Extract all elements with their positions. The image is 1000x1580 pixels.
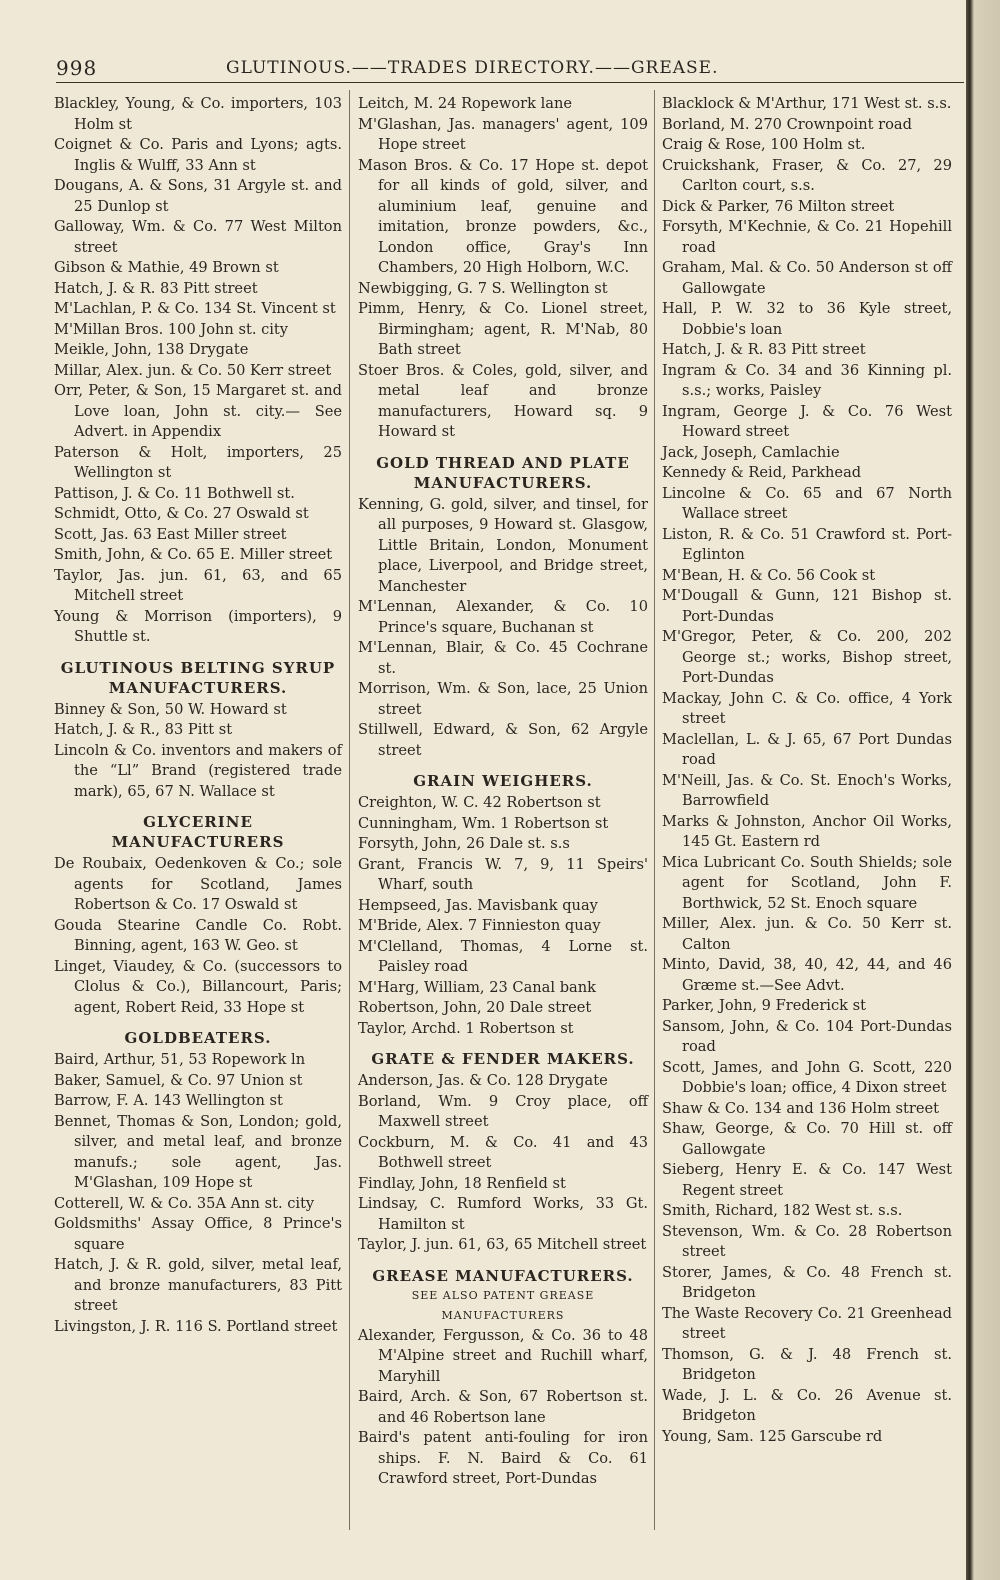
directory-entry: M'Bride, Alex. 7 Finnieston quay <box>358 917 601 934</box>
directory-entry: Parker, John, 9 Frederick st <box>662 997 866 1014</box>
directory-entry: Alexander, Fergusson, & Co. 36 to 48 M'Alpine street and Ruchill wharf, Maryhill <box>358 1326 648 1385</box>
directory-entry: Hatch, J. & R. gold, silver, metal leaf, and bronze manufacturers, 83 Pitt street <box>54 1256 342 1314</box>
directory-entry: Barrow, F. A. 143 Wellington st <box>54 1092 283 1109</box>
directory-entry: Kennedy & Reid, Parkhead <box>662 464 862 481</box>
directory-entry: Shaw & Co. 134 and 136 Holm street <box>662 1099 940 1117</box>
directory-entry: Goldsmiths' Assay Office, 8 Prince's square <box>54 1215 342 1253</box>
directory-entry: Livingston, J. R. 116 S. Portland street <box>54 1317 338 1335</box>
directory-entry: Stevenson, Wm. & Co. 28 Robertson street <box>662 1222 952 1260</box>
directory-entry: M'Glashan, Jas. managers' agent, 109 Hope street <box>358 115 648 153</box>
entry-list <box>54 854 342 1018</box>
directory-entry: Young & Morrison (importers), 9 Shuttle st. <box>54 607 342 645</box>
page-header <box>56 56 956 82</box>
directory-entry: Orr, Peter, & Son, 15 Margaret st. and Love loan, John st. city.— See Advert. in Appendix <box>54 382 342 440</box>
directory-entry: M'Dougall & Gunn, 121 Bishop st. Port-Dundas <box>662 587 952 625</box>
directory-entry: Robertson, John, 20 Dale street <box>358 999 592 1016</box>
directory-entry: Cotterell, W. & Co. 35A Ann st. city <box>54 1194 315 1212</box>
directory-entry: Stillwell, Edward, & Son, 62 Argyle street <box>358 721 648 759</box>
directory-entry: Jack, Joseph, Camlachie <box>662 443 840 461</box>
section-subheading: SEE ALSO PATENT GREASE MANUFACTURERS <box>411 1288 595 1322</box>
directory-entry: Gouda Stearine Candle Co. Robt. Binning, agent, 163 W. Geo. st <box>54 916 342 954</box>
directory-entry: Creighton, W. C. 42 Robertson st <box>358 794 601 811</box>
directory-entry: Baker, Samuel, & Co. 97 Union st <box>54 1071 303 1089</box>
directory-entry: Mason Bros. & Co. 17 Hope st. depot for all kinds of gold, silver, and aluminium leaf, genuine and imitation, bronze powders, &c., London office, Gray's Inn Chambers, 20 High Holborn, W.C. <box>358 156 648 276</box>
directory-entry: Meikle, John, 138 Drygate <box>54 341 249 358</box>
directory-entry: Baird, Arch. & Son, 67 Robertson st. and 46 Robertson lane <box>358 1388 648 1426</box>
directory-entry: Lindsay, C. Rumford Works, 33 Gt. Hamilton st <box>358 1195 648 1233</box>
directory-entry: Pimm, Henry, & Co. Lionel street, Birmingham; agent, R. M'Nab, 80 Bath street <box>358 300 648 358</box>
directory-entry: Blackley, Young, & Co. importers, 103 Holm st <box>54 95 342 133</box>
directory-entry: Cockburn, M. & Co. 41 and 43 Bothwell street <box>358 1133 648 1171</box>
directory-entry: M'Harg, William, 23 Canal bank <box>358 978 596 996</box>
directory-entry: Graham, Mal. & Co. 50 Anderson st off Gallowgate <box>662 259 952 297</box>
directory-entry: Lincoln & Co. inventors and makers of the “Ll” Brand (registered trade mark), 65, 67 N. Wallace st <box>54 741 342 800</box>
directory-entry: Pattison, J. & Co. 11 Bothwell st. <box>54 484 295 502</box>
directory-entry: Baird, Arthur, 51, 53 Ropework ln <box>54 1051 306 1068</box>
directory-entry: Liston, R. & Co. 51 Crawford st. Port-Eglinton <box>662 525 952 563</box>
directory-entry: M'Millan Bros. 100 John st. city <box>54 320 289 338</box>
entry-list <box>358 1071 648 1256</box>
directory-entry: Anderson, Jas. & Co. 128 Drygate <box>358 1072 608 1089</box>
entry-list <box>54 1050 342 1337</box>
directory-entry: Bennet, Thomas & Son, London; gold, silver, and metal leaf, and bronze manufs.; sole agent, Jas. M'Glashan, 109 Hope st <box>54 1112 342 1191</box>
column-divider <box>654 90 655 1530</box>
section-heading: GOLDBEATERS. <box>124 1029 272 1047</box>
directory-entry: Marks & Johnston, Anchor Oil Works, 145 Gt. Eastern rd <box>662 812 952 850</box>
directory-entry: Binney & Son, 50 W. Howard st <box>54 700 287 718</box>
directory-entry: Forsyth, John, 26 Dale st. s.s <box>358 835 570 852</box>
entry-list <box>358 495 648 762</box>
directory-entry: Dick & Parker, 76 Milton street <box>662 197 895 215</box>
directory-entry: Smith, Richard, 182 West st. s.s. <box>662 1202 903 1219</box>
directory-entry: Hatch, J. & R. 83 Pitt street <box>662 341 866 358</box>
directory-entry: Mica Lubricant Co. South Shields; sole agent for Scotland, John F. Borthwick, 52 St. Enoch square <box>662 853 952 912</box>
entry-list <box>358 1326 648 1490</box>
directory-entry: Mackay, John C. & Co. office, 4 York street <box>662 689 952 727</box>
directory-entry: Gibson & Mathie, 49 Brown st <box>54 259 279 276</box>
directory-entry: M'Clelland, Thomas, 4 Lorne st. Paisley road <box>358 937 648 975</box>
directory-entry: Cruickshank, Fraser, & Co. 27, 29 Carlton court, s.s. <box>662 156 952 194</box>
directory-entry: Linget, Viaudey, & Co. (successors to Clolus & Co.), Billancourt, Paris; agent, Robert Reid, 33 Hope st <box>54 957 342 1016</box>
directory-entry: Craig & Rose, 100 Holm st. <box>662 136 866 153</box>
entry-list <box>358 793 648 1039</box>
directory-entry: Shaw, George, & Co. 70 Hill st. off Gallowgate <box>662 1120 952 1158</box>
directory-entry: Cunningham, Wm. 1 Robertson st <box>358 814 609 832</box>
directory-entry: Leitch, M. 24 Ropework lane <box>358 95 573 112</box>
directory-entry: Hall, P. W. 32 to 36 Kyle street, Dobbie's loan <box>662 300 952 338</box>
directory-entry: Millar, Alex. jun. & Co. 50 Kerr street <box>54 361 332 379</box>
directory-entry: M'Lennan, Alexander, & Co. 10 Prince's square, Buchanan st <box>358 598 648 636</box>
entry-list <box>54 700 342 803</box>
directory-entry: M'Lachlan, P. & Co. 134 St. Vincent st <box>54 300 336 317</box>
directory-entry: Dougans, A. & Sons, 31 Argyle st. and 25 Dunlop st <box>54 177 342 215</box>
directory-entry: Hempseed, Jas. Mavisbank quay <box>358 896 598 914</box>
section-heading: GRAIN WEIGHERS. <box>413 772 593 790</box>
directory-entry: Hatch, J. & R. 83 Pitt street <box>54 279 258 297</box>
directory-entry: Baird's patent anti-fouling for iron ships. F. N. Baird & Co. 61 Crawford street, Port-Dundas <box>358 1429 648 1487</box>
entry-list <box>358 94 648 443</box>
header-rule <box>56 82 964 83</box>
directory-entry: Hatch, J. & R., 83 Pitt st <box>54 721 233 738</box>
directory-entry: Taylor, Archd. 1 Robertson st <box>358 1019 574 1037</box>
directory-entry: Thomson, G. & J. 48 French st. Bridgeton <box>662 1345 952 1383</box>
section-heading: GREASE MANUFACTURERS. <box>372 1266 634 1285</box>
directory-entry: The Waste Recovery Co. 21 Greenhead street <box>662 1304 952 1342</box>
directory-entry: Coignet & Co. Paris and Lyons; agts. Inglis & Wulff, 33 Ann st <box>54 136 342 174</box>
directory-entry: Forsyth, M'Kechnie, & Co. 21 Hopehill road <box>662 218 952 256</box>
directory-entry: Grant, Francis W. 7, 9, 11 Speirs' Wharf, south <box>358 855 648 893</box>
directory-entry: Taylor, J. jun. 61, 63, 65 Mitchell street <box>358 1236 647 1253</box>
directory-entry: M'Gregor, Peter, & Co. 200, 202 George st.; works, Bishop street, Port-Dundas <box>662 628 952 686</box>
directory-entry: Lincolne & Co. 65 and 67 North Wallace street <box>662 484 952 522</box>
directory-entry: Smith, John, & Co. 65 E. Miller street <box>54 546 333 563</box>
column-3 <box>662 94 952 1447</box>
directory-entry: Borland, Wm. 9 Croy place, off Maxwell street <box>358 1092 648 1130</box>
directory-entry: Stoer Bros. & Coles, gold, silver, and metal leaf and bronze manufacturers, Howard sq. 9 Howard st <box>358 361 648 440</box>
directory-entry: De Roubaix, Oedenkoven & Co.; sole agents for Scotland, James Robertson & Co. 17 Oswald st <box>54 855 342 913</box>
directory-entry: M'Neill, Jas. & Co. St. Enoch's Works, Barrowfield <box>662 771 952 809</box>
directory-entry: Sansom, John, & Co. 104 Port-Dundas road <box>662 1017 952 1055</box>
directory-entry: Morrison, Wm. & Son, lace, 25 Union street <box>358 680 648 718</box>
directory-entry: Blacklock & M'Arthur, 171 West st. s.s. <box>662 95 952 112</box>
directory-entry: Scott, James, and John G. Scott, 220 Dobbie's loan; office, 4 Dixon street <box>662 1058 952 1096</box>
directory-entry: Wade, J. L. & Co. 26 Avenue st. Bridgeton <box>662 1386 952 1424</box>
directory-entry: Storer, James, & Co. 48 French st. Bridgeton <box>662 1263 952 1301</box>
directory-entry: Ingram & Co. 34 and 36 Kinning pl. s.s.; works, Paisley <box>662 361 952 399</box>
directory-entry: Minto, David, 38, 40, 42, 44, and 46 Græme st.—See Advt. <box>662 956 952 994</box>
directory-entry: Findlay, John, 18 Renfield st <box>358 1174 566 1192</box>
directory-entry: Ingram, George J. & Co. 76 West Howard street <box>662 402 952 440</box>
column-1 <box>54 94 342 1337</box>
section-heading: GOLD THREAD AND PLATE MANUFACTURERS. <box>376 453 630 492</box>
book-spine-edge <box>966 0 1000 1580</box>
directory-entry: Young, Sam. 125 Garscube rd <box>662 1427 883 1445</box>
directory-entry: M'Bean, H. & Co. 56 Cook st <box>662 566 876 584</box>
directory-entry: Maclellan, L. & J. 65, 67 Port Dundas road <box>662 730 952 768</box>
directory-entry: Schmidt, Otto, & Co. 27 Oswald st <box>54 505 309 522</box>
entry-list <box>662 94 952 1447</box>
running-head: GLUTINOUS.——TRADES DIRECTORY.——GREASE. <box>226 58 719 78</box>
section-heading: GLYCERINE MANUFACTURERS <box>111 813 285 851</box>
column-divider <box>349 90 350 1530</box>
section-heading: GLUTINOUS BELTING SYRUP MANUFACTURERS. <box>60 658 336 697</box>
directory-entry: Paterson & Holt, importers, 25 Wellington st <box>54 443 342 481</box>
directory-entry: Sieberg, Henry E. & Co. 147 West Regent street <box>662 1161 952 1199</box>
entry-list <box>54 94 342 648</box>
directory-entry: Kenning, G. gold, silver, and tinsel, for all purposes, 9 Howard st. Glasgow, Little Britain, London, Monument place, Liverpool, and Bridge street, Manchester <box>358 495 648 595</box>
directory-entry: Taylor, Jas. jun. 61, 63, and 65 Mitchell street <box>54 566 342 604</box>
directory-entry: Newbigging, G. 7 S. Wellington st <box>358 279 608 297</box>
directory-entry: Miller, Alex. jun. & Co. 50 Kerr st. Calton <box>662 915 952 953</box>
directory-entry: Galloway, Wm. & Co. 77 West Milton street <box>54 218 342 256</box>
directory-entry: Scott, Jas. 63 East Miller street <box>54 525 287 543</box>
directory-entry: M'Lennan, Blair, & Co. 45 Cochrane st. <box>358 639 648 677</box>
directory-entry: Borland, M. 270 Crownpoint road <box>662 115 912 133</box>
section-heading: GRATE & FENDER MAKERS. <box>371 1050 635 1068</box>
page-number: 998 <box>56 56 98 80</box>
column-2 <box>358 94 648 1490</box>
